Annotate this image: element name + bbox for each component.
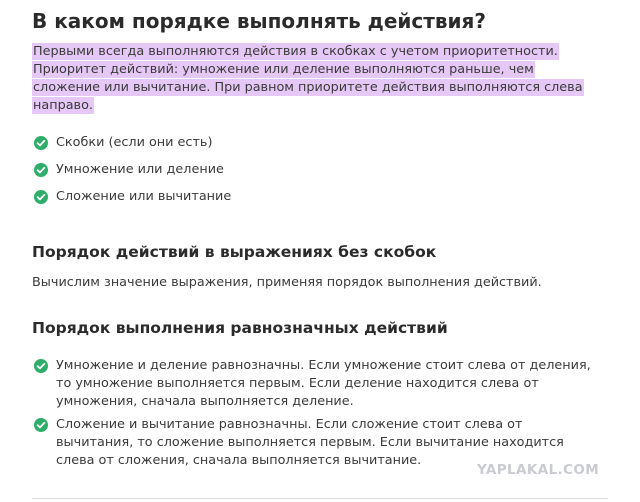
divider: [32, 498, 608, 499]
watermark: YAPLAKAL.COM: [477, 462, 600, 478]
page-title: В каком порядке выполнять действия?: [32, 9, 486, 33]
check-circle-icon: [34, 359, 48, 373]
highlight-line: сложение или вычитание. При равном приоритете действия выполняются слева: [33, 80, 583, 95]
list-item-line: вычитания, то сложение выполняется первым. Если вычитание находится: [56, 435, 564, 450]
list-item-line: слева от сложения, сначала выполняется вычитание.: [56, 453, 422, 468]
list-item: [34, 161, 231, 188]
list-item-line: Сложение и вычитание равнозначны. Если сложение стоит слева от: [56, 417, 523, 432]
check-circle-icon: [34, 163, 48, 177]
list-item-label: Скобки (если они есть): [56, 135, 213, 150]
priority-list: [34, 134, 231, 215]
section-heading-no-brackets: Порядок действий в выражениях без скобок: [32, 243, 437, 261]
list-item-line: то умножение выполняется первым. Если деление находится слева от: [56, 376, 539, 391]
list-item: [34, 357, 591, 411]
list-item: [34, 188, 231, 215]
list-item-label: Умножение или деление: [56, 162, 224, 177]
list-item: [34, 134, 231, 161]
highlight-line: направо.: [33, 98, 93, 113]
highlighted-paragraph: [32, 43, 592, 115]
list-item-line: Умножение и деление равнозначны. Если умножение стоит слева от деления,: [56, 358, 591, 373]
section-paragraph: Вычислим значение выражения, применяя порядок выполнения действий.: [32, 275, 542, 290]
check-circle-icon: [34, 190, 48, 204]
highlight-line: Приоритет действий: умножение или деление выполняются раньше, чем: [33, 62, 534, 77]
highlight-line: Первыми всегда выполняются действия в скобках с учетом приоритетности.: [33, 44, 558, 59]
check-circle-icon: [34, 418, 48, 432]
list-item-line: умножения, сначала выполняется деление.: [56, 394, 354, 409]
equal-actions-list: [34, 357, 591, 475]
section-heading-equal-actions: Порядок выполнения равнозначных действий: [32, 319, 448, 337]
check-circle-icon: [34, 136, 48, 150]
list-item-label: Сложение или вычитание: [56, 189, 232, 204]
